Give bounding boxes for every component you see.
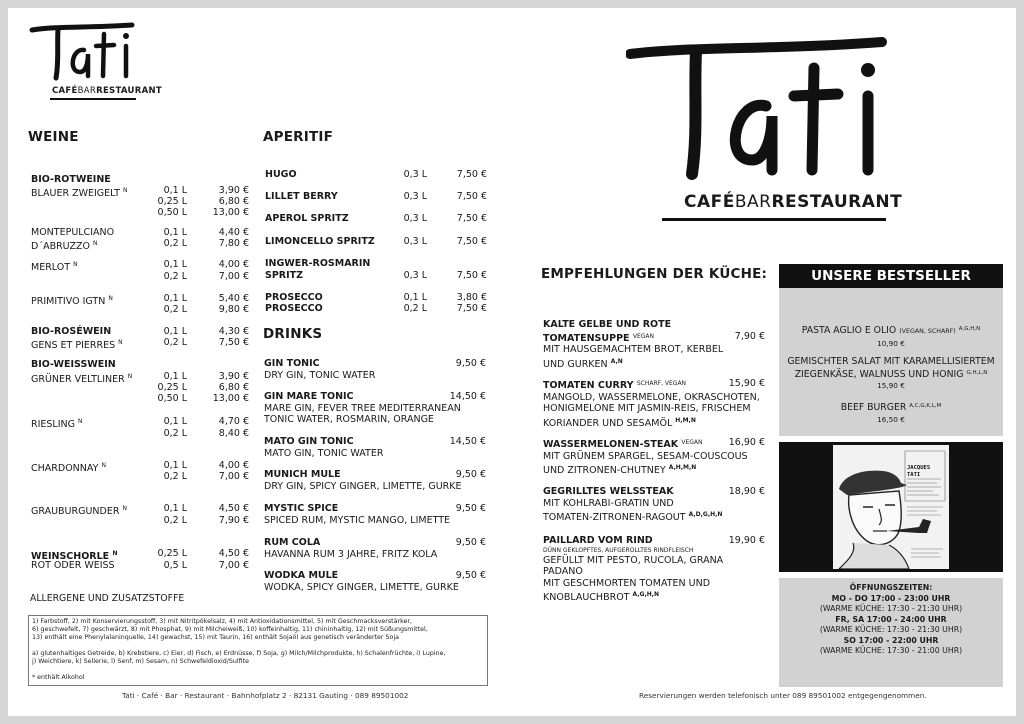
logo-big-tagline: CAFÉBARRESTAURANT [684, 192, 903, 212]
wine-price: 5,40 € [218, 293, 249, 304]
allergen-mark: N [127, 373, 133, 380]
drink-name: GIN MARE TONIC [264, 391, 354, 402]
wine-volume: 0,25 L [157, 196, 187, 207]
aperitif-volume: 0,2 L [403, 303, 427, 314]
wine-row [31, 259, 249, 271]
wine-price: 6,80 € [218, 196, 249, 207]
kitchen-item-description-text: TOMATEN-ZITRONEN-RAGOUT [543, 512, 686, 523]
aperitif-price: 7,50 € [456, 191, 487, 202]
allergen-line: 13) enthält eine Phenylalaninquelle, 14) gewachst, 15) mit Taurin, 16) enthält Sojaöl aus genetisch veränderter Soja [32, 634, 399, 642]
drink-description: WODKA, SPICY GINGER, LIMETTE, GURKE [264, 581, 459, 593]
wine-row [31, 359, 249, 371]
allergen-mark: N [73, 261, 78, 268]
wine-volume: 0,2 L [163, 471, 187, 482]
wine-volume: 0,2 L [163, 337, 187, 348]
opening-hours-line: FR, SA 17:00 - 24:00 UHR [835, 614, 947, 624]
kitchen-item-description [543, 415, 765, 430]
wine-price: 9,80 € [218, 304, 249, 315]
kitchen-item-price: 19,90 € [728, 535, 765, 546]
wine-name: CHARDONNAY [31, 463, 99, 474]
wine-volume: 0,1 L [163, 259, 187, 270]
jacques-tati-poster [779, 442, 1003, 572]
kitchen-item-description-text: UND ZITRONEN-CHUTNEY [543, 465, 666, 476]
wine-row [31, 560, 249, 572]
kitchen-item-price: 15,90 € [728, 378, 765, 389]
poster-illustration [833, 445, 949, 569]
aperitif-name-line: APEROL SPRITZ [265, 213, 349, 224]
wine-price: 4,00 € [218, 259, 249, 270]
kitchen-item-description [543, 555, 765, 578]
wine-row [31, 238, 249, 250]
poster-sign [907, 465, 945, 479]
allergen-line [32, 666, 484, 674]
wine-name: BLAUER ZWEIGELT [31, 188, 120, 199]
aperitif-name-line: HUGO [265, 169, 297, 180]
wine-name: GRÜNER VELTLINER [31, 374, 125, 385]
aperitif-name-line: PROSECCO [265, 303, 323, 314]
aperitif-volume: 0,3 L [403, 236, 427, 247]
kitchen-item-description [543, 498, 765, 510]
poster-sign-line: JACQUES TATI [907, 465, 931, 478]
wine-volume: 0,5 L [163, 560, 187, 571]
drink-description: MATO GIN, TONIC WATER [264, 447, 384, 459]
allergen-mark: G,H,L,N [966, 369, 988, 376]
kitchen-item-description [543, 462, 765, 477]
wine-name: RIESLING [31, 419, 75, 430]
wine-price: 3,90 € [218, 371, 249, 382]
aperitif-name-line: INGWER-ROSMARIN [265, 258, 371, 269]
wine-volume: 0,25 L [157, 548, 187, 559]
kitchen-item-description-text: GEFÜLLT MIT PESTO, RUCOLA, GRANA PADANO [543, 554, 724, 577]
wine-row [31, 428, 249, 440]
drink-price: 9,50 € [455, 358, 486, 369]
kitchen-item-description [543, 578, 765, 590]
footer-address: Tati · Café · Bar · Restaurant · Bahnhofplatz 2 · 82131 Gauting · 089 89501002 [122, 691, 409, 700]
drink-description: DRY GIN, SPICY GINGER, LIMETTE, GURKE [264, 480, 462, 492]
bestseller-item-name [779, 356, 1003, 368]
wine-row [31, 337, 249, 349]
wine-row [31, 471, 249, 483]
aperitif-name-line: SPRITZ [265, 269, 304, 281]
wine-price: 8,40 € [218, 428, 249, 439]
bestseller-item-price: 16,50 € [877, 414, 905, 424]
wine-volume: 0,2 L [163, 238, 187, 249]
kitchen-item-tag: VEGAN [681, 439, 703, 446]
wine-price: 13,00 € [212, 393, 249, 404]
poster-paper [833, 445, 949, 569]
wine-price: 7,80 € [218, 238, 249, 249]
wine-price: 4,50 € [218, 548, 249, 559]
wine-price: 7,50 € [218, 337, 249, 348]
kitchen-item-description-text: HONIGMELONE MIT JASMIN-REIS, FRISCHEM [543, 403, 751, 414]
wine-row [31, 304, 249, 316]
wine-volume: 0,25 L [157, 382, 187, 393]
allergen-mark: N [78, 418, 83, 425]
kitchen-item-description-text: KNOBLAUCHBROT [543, 592, 630, 603]
wine-volume: 0,2 L [163, 271, 187, 282]
allergen-mark: N [101, 462, 106, 469]
drink-name: MATO GIN TONIC [264, 436, 354, 447]
bestseller-item-name-text: PASTA AGLIO E OLIO [801, 325, 897, 336]
bestseller-item-name-text: ZIEGENKÄSE, WALNUSS UND HONIG [794, 368, 964, 380]
allergen-mark: N [123, 187, 128, 194]
kitchen-item-name-text: PAILLARD VOM RIND [543, 535, 653, 546]
kitchen-item [543, 378, 765, 429]
drink-item [264, 391, 486, 426]
kitchen-item-description [543, 589, 765, 604]
wine-price: 6,80 € [218, 382, 249, 393]
kitchen-item-name [543, 331, 765, 345]
kueche-list [541, 8, 768, 608]
logo-small-tagline: CAFÉBARRESTAURANT [52, 86, 162, 96]
kitchen-item-name-text: TOMATEN CURRY [543, 380, 634, 391]
wine-price: 7,90 € [218, 515, 249, 526]
wine-volume: 0,1 L [163, 460, 187, 471]
wine-volume: 0,2 L [163, 304, 187, 315]
drink-item [264, 503, 486, 526]
wine-name: ROT ODER WEISS [31, 560, 115, 571]
kitchen-item-description [543, 392, 765, 404]
aperitif-volume: 0,1 L [403, 292, 427, 303]
kitchen-item-description-text: MIT HAUSGEMACHTEM BROT, KERBEL [543, 344, 724, 355]
kitchen-item-tag: SCHARF, VEGAN [636, 380, 687, 387]
allergen-line: 1) Farbstoff, 2) mit Konservierungsstoff, 3) mit Nitritpökelsalz, 4) mit Antioxidationsmittel, 5) mit Geschmacksverstärker, [32, 618, 412, 625]
wine-price: 7,00 € [218, 560, 249, 571]
footer-reservation: Reservierungen werden telefonisch unter 089 89501002 entgegengenommen. [639, 691, 927, 700]
kitchen-item [543, 486, 765, 524]
kitchen-item-description [543, 403, 765, 415]
wine-name: MONTEPULCIANO [31, 227, 115, 238]
aperitif-price: 7,50 € [456, 303, 487, 314]
wine-row [31, 515, 249, 527]
aperitif-price: 7,50 € [456, 236, 487, 247]
drink-description: SPICED RUM, MYSTIC MANGO, LIMETTE [264, 514, 451, 526]
aperitif-name-line: LILLET BERRY [265, 191, 338, 202]
allergen-line: a) glutenhaltiges Getreide, b) Krebstiere, c) Eier, d) Fisch, e) Erdnüsse, f) Soja, g) Milch/Milchprodukte, h) Schalenfrüchte, i) Lupine, [32, 650, 446, 658]
allergen-mark: A,C,G,K,L,M [909, 403, 942, 409]
kitchen-item-name [543, 319, 765, 331]
drink-name: WODKA MULE [264, 570, 339, 581]
drink-name: RUM COLA [264, 537, 321, 548]
allergen-mark: H,M,N [675, 416, 696, 424]
kitchen-item-price: 16,90 € [728, 437, 765, 448]
kitchen-item-description-text: KORIANDER UND SESAMÖL [543, 417, 673, 429]
aperitif-name-line: LIMONCELLO SPRITZ [265, 236, 375, 247]
drink-price: 14,50 € [449, 391, 486, 402]
wine-row [31, 393, 249, 405]
drink-item [264, 358, 486, 381]
aperitif-price: 7,50 € [456, 169, 487, 180]
kueche-title: EMPFEHLUNGEN DER KÜCHE: [541, 266, 768, 282]
wine-price: 4,30 € [218, 326, 249, 337]
wine-price: 13,00 € [212, 207, 249, 218]
bestseller-title: UNSERE BESTSELLER [779, 264, 1003, 288]
wine-row [31, 548, 249, 560]
drink-price: 9,50 € [455, 537, 486, 548]
drink-name: MUNICH MULE [264, 469, 341, 480]
kitchen-item-note: DÜNN GEKLOPFTES, AUFGEROLLTES RINDFLEISCH [543, 546, 694, 554]
allergen-line: 6) geschwefelt, 7) geschwärzt, 8) mit Phosphat, 9) mit Milcheiweiß, 10) koffeinhaltig, 11) chininhaltig, 12) mit Süßungsmittel, [32, 626, 428, 634]
wine-name: WEINSCHORLE [31, 551, 110, 562]
wine-volume: 0,1 L [163, 293, 187, 304]
kitchen-item-price: 18,90 € [728, 486, 765, 497]
kitchen-item-description-text: MIT GRÜNEM SPARGEL, SESAM-COUSCOUS [543, 450, 748, 462]
kitchen-item [543, 319, 765, 370]
opening-hours-line: (WARME KÜCHE: 17:30 - 21:30 UHR) [819, 604, 963, 613]
bestseller-box [779, 288, 1003, 436]
kitchen-item-name-text: KALTE GELBE UND ROTE [543, 319, 672, 330]
wine-name-wrap [31, 337, 123, 352]
wine-volume: 0,1 L [163, 185, 187, 196]
allergen-mark: N [122, 505, 127, 512]
aperitif-volume: 0,3 L [403, 191, 427, 202]
aperitif-volume: 0,3 L [403, 213, 427, 224]
aperitif-volume: 0,3 L [403, 269, 427, 281]
wine-row [31, 207, 249, 219]
bestseller-item-name-text: GEMISCHTER SALAT MIT KARAMELLISIERTEM [787, 356, 995, 367]
wine-name: BIO-WEISSWEIN [31, 359, 116, 370]
aperitif-price: 7,50 € [456, 269, 487, 281]
wine-volume: 0,50 L [157, 393, 187, 404]
allergen-mark: A,G,H,N [632, 591, 660, 598]
wine-name: D´ABRUZZO [31, 241, 90, 252]
wine-volume: 0,1 L [163, 503, 187, 514]
kitchen-item [543, 535, 765, 604]
wine-row [31, 416, 249, 428]
wine-name: MERLOT [31, 262, 71, 273]
kitchen-item-price: 7,90 € [734, 330, 765, 342]
allergen-mark: N [118, 339, 123, 346]
drink-price: 9,50 € [455, 570, 486, 581]
opening-hours-line: (WARME KÜCHE: 17:30 - 21:30 UHR) [819, 625, 963, 634]
wine-volume: 0,50 L [157, 207, 187, 218]
allergen-line: j) Weichtiere, k) Sellerie, l) Senf, m) Sesam, n) Schwefeldioxid/Sulfite [32, 658, 249, 666]
drink-item [264, 436, 486, 459]
bestseller-item-name-text: BEEF BURGER [840, 402, 907, 413]
drinks-title: DRINKS [263, 326, 323, 342]
wine-row [31, 271, 249, 283]
weine-title: WEINE [28, 129, 79, 145]
wine-name: PRIMITIVO IGTN [31, 296, 106, 307]
bestseller-item-price: 15,90 € [877, 381, 905, 390]
bestseller-item [779, 401, 1003, 425]
aperitif-name-line: PROSECCO [265, 292, 323, 303]
wine-volume: 0,2 L [163, 515, 187, 526]
drink-item [264, 537, 486, 560]
kitchen-item-description-text: MIT KOHLRABI-GRATIN UND [543, 497, 674, 509]
bestseller-item-price: 10,90 € [877, 338, 905, 348]
drink-description: DRY GIN, TONIC WATER [264, 369, 376, 381]
bestseller-item-name [779, 368, 1003, 381]
kitchen-item-description [543, 344, 765, 356]
wine-price: 7,00 € [218, 471, 249, 482]
wine-volume: 0,1 L [163, 416, 187, 427]
wine-volume: 0,1 L [163, 371, 187, 382]
allergen-mark: N [93, 240, 98, 247]
allergen-mark: A,H,M,N [668, 464, 697, 471]
drink-description: MARE GIN, FEVER TREE MEDITERRANEAN [264, 402, 461, 414]
wine-volume: 0,1 L [163, 326, 187, 337]
drink-price: 9,50 € [455, 469, 486, 480]
bestseller-item [779, 324, 1003, 349]
drink-item [264, 469, 486, 492]
allergen-line: * enthält Alkohol [32, 674, 85, 682]
wine-price: 3,90 € [218, 185, 249, 196]
kitchen-item-name-text: GEGRILLTES WELSSTEAK [543, 486, 674, 497]
weine-list [31, 8, 261, 608]
allergen-mark: N [108, 295, 113, 302]
bestseller-item-tag: (VEGAN, SCHARF) [899, 328, 956, 335]
opening-hours-title: ÖFFNUNGSZEITEN: [849, 583, 933, 592]
aperitif-volume: 0,3 L [403, 169, 427, 180]
wine-name: BIO-ROSÉWEIN [31, 326, 112, 337]
allergen-mark: A,N [610, 357, 623, 365]
allergene-title: ALLERGENE UND ZUSATZSTOFFE [30, 593, 185, 604]
kitchen-item-description [543, 451, 765, 463]
opening-hours-line: (WARME KÜCHE: 17:30 - 21:00 UHR) [819, 646, 963, 655]
bestseller-item-name [779, 324, 1003, 338]
wine-price: 4,50 € [218, 503, 249, 514]
drink-description: HAVANNA RUM 3 JAHRE, FRITZ KOLA [264, 548, 438, 560]
drink-price: 9,50 € [455, 503, 486, 514]
kitchen-item-description-text: MIT GESCHMORTEN TOMATEN UND [543, 577, 711, 589]
drink-item [264, 570, 486, 593]
kitchen-item-description-text: UND GURKEN [543, 358, 608, 370]
wine-volume: 0,2 L [163, 428, 187, 439]
drink-price: 14,50 € [449, 436, 486, 447]
kitchen-item-name-text: WASSERMELONEN-STEAK [543, 439, 679, 450]
wine-row [31, 503, 249, 515]
wine-name-wrap [31, 238, 98, 253]
drinks-list [264, 8, 486, 608]
opening-hours-line: MO - DO 17:00 - 23:00 UHR [831, 593, 951, 603]
aperitif-price: 3,80 € [456, 292, 487, 303]
wine-price: 4,70 € [218, 416, 249, 427]
kitchen-item-name-text: TOMATENSUPPE [543, 332, 630, 344]
allergen-mark: N [112, 550, 118, 557]
allergen-mark: A,G,H,N [958, 326, 981, 332]
opening-hours-box [779, 578, 1003, 687]
drink-name: GIN TONIC [264, 358, 320, 369]
aperitif-title: APERITIF [263, 129, 334, 145]
wine-volume: 0,1 L [163, 227, 187, 238]
wine-name: GRAUBURGUNDER [31, 506, 120, 517]
kitchen-item-description [543, 509, 765, 524]
allergen-line [32, 642, 484, 650]
menu-sheet [8, 8, 1016, 716]
kitchen-item-description-text: MANGOLD, WASSERMELONE, OKRASCHOTEN, [543, 391, 760, 403]
aperitif-price: 7,50 € [456, 213, 487, 224]
drink-name: MYSTIC SPICE [264, 503, 339, 514]
wine-price: 4,40 € [218, 227, 249, 238]
allergen-mark: A,D,G,H,N [688, 511, 723, 518]
opening-hours-line: SO 17:00 - 22:00 UHR [843, 635, 939, 645]
wine-name: GENS ET PIERRES [31, 340, 116, 351]
drink-description: TONIC WATER, ROSMARIN, ORANGE [264, 414, 434, 425]
wine-price: 7,00 € [218, 271, 249, 282]
wine-name: BIO-ROTWEINE [31, 174, 111, 185]
kitchen-item-description [543, 356, 765, 371]
kitchen-item-tag: VEGAN [632, 332, 654, 340]
bestseller-item [779, 356, 1003, 392]
bestseller-item-name [779, 401, 1003, 414]
allergene-box [28, 615, 488, 686]
wine-price: 4,00 € [218, 460, 249, 471]
kitchen-item [543, 437, 765, 477]
